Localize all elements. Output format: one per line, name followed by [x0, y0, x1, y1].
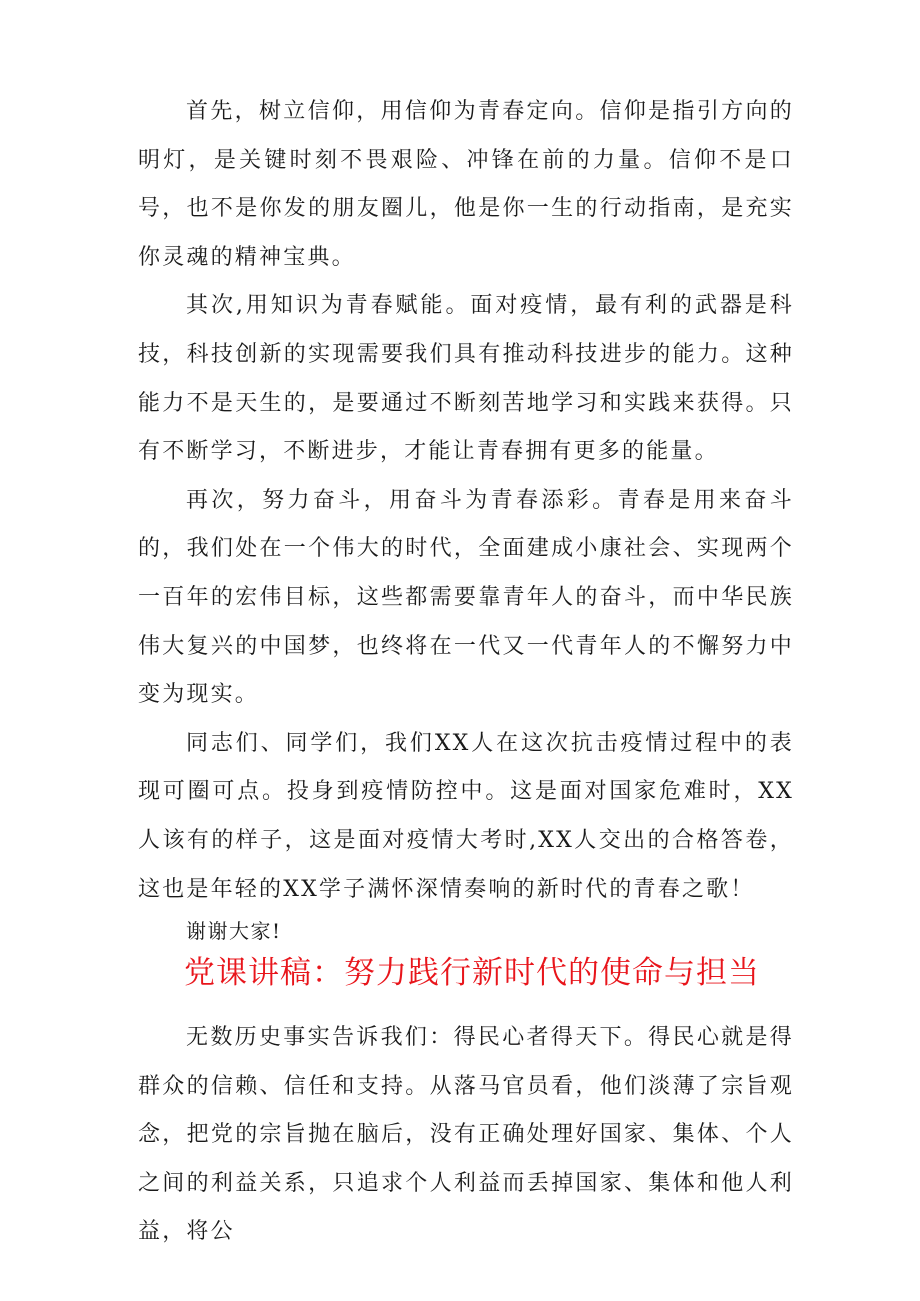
paragraph-history: 无数历史事实告诉我们：得民心者得天下。得民心就是得群众的信赖、信任和支持。从落马官员看，他们淡薄了宗旨观念，把党的宗旨抛在脑后，没有正确处理好国家、集体、个人之间的利益关系，只追求个人利益而丢掉国家、集体和他人利益，将公 [138, 1025, 794, 1245]
document-page [138, 88, 794, 1257]
paragraph-belief: 首先，树立信仰，用信仰为青春定向。信仰是指引方向的明灯，是关键时刻不畏艰险、冲锋在前的力量。信仰不是口号，也不是你发的朋友圈儿，他是你一生的行动指南，是充实你灵魂的精神宝典。 [138, 99, 794, 270]
paragraph-struggle: 再次，努力奋斗，用奋斗为青春添彩。青春是用来奋斗的，我们处在一个伟大的时代，全面建成小康社会、实现两个一百年的宏伟目标，这些都需要靠青年人的奋斗，而中华民族伟大复兴的中国梦，也终将在一代又一代青年人的不懈努力中变为现实。 [138, 487, 794, 708]
closing-thanks: 谢谢大家! [186, 919, 282, 944]
paragraph-knowledge: 其次,用知识为青春赋能。面对疫情，最有利的武器是科技，科技创新的实现需要我们具有推动科技进步的能力。这种能力不是天生的，是要通过不断刻苦地学习和实践来获得。只有不断学习，不断进步，才能让青春拥有更多的能量。 [138, 293, 794, 465]
paragraph-epidemic: 同志们、同学们，我们XX人在这次抗击疫情过程中的表现可圈可点。投身到疫情防控中。这是面对国家危难时，XX人该有的样子，这是面对疫情大考时,XX人交出的合格答卷，这也是年轻的XX学子满怀深情奏响的新时代的青春之歌！ [138, 730, 794, 902]
section-heading: 党课讲稿：努力践行新时代的使命与担当 [184, 955, 760, 992]
